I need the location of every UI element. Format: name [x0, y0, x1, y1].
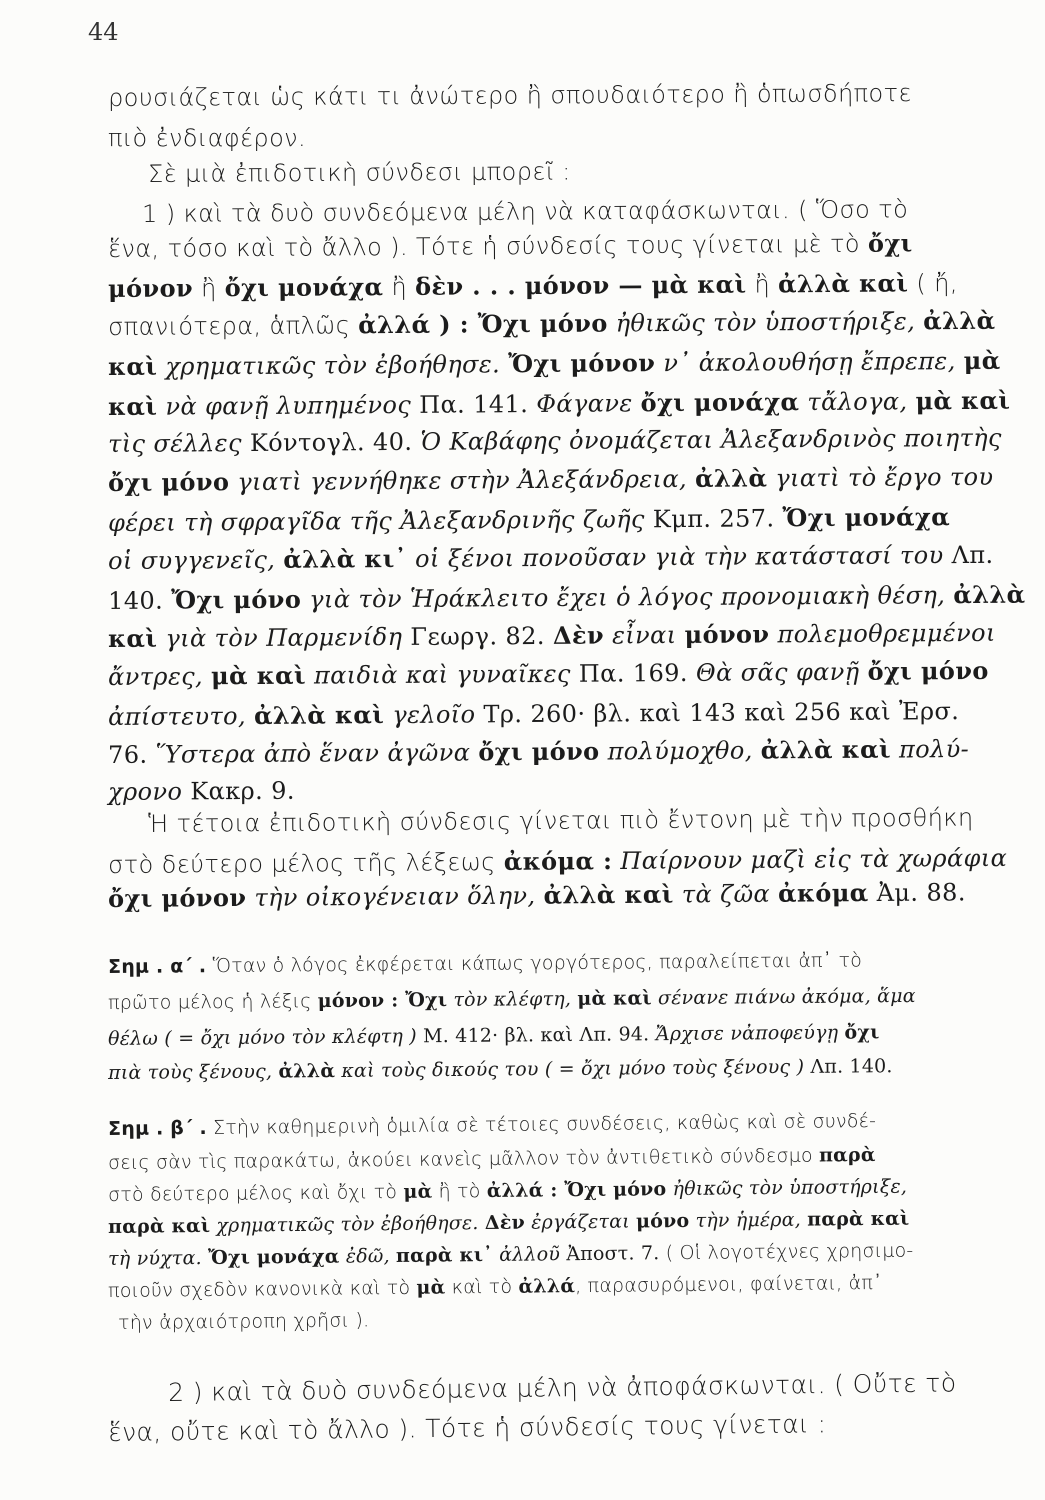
text-run: Ἡ τέτοια ἐπιδοτικὴ σύνδεσις γίνεται πιὸ ἔντονη μὲ τὴν προσθήκη [148, 803, 974, 838]
bold-term: καὶ [108, 351, 158, 381]
bold-term: ἀλλὰ κι᾽ [283, 543, 408, 574]
text-line [108, 734, 969, 769]
text-line [108, 656, 989, 691]
source-ref: Λπ. [951, 540, 994, 570]
text-line [108, 502, 950, 537]
text-line [142, 195, 908, 228]
example-text: γιατὶ τὸ ἔργο του [767, 462, 994, 493]
bold-term: μὰ [963, 345, 1001, 376]
text-run: ἢ [192, 274, 225, 303]
example-text: θέλω ( = ὄχι μόνο τὸν κλέφτη ) [108, 1025, 424, 1050]
text-run: τὴν ἀρχαιότροπη χρῆσι ). [118, 1309, 370, 1334]
bold-term: ἀλλὰ καὶ [760, 734, 892, 765]
example-text: τὸν κλέφτη, [447, 987, 578, 1012]
source-ref: 140. [108, 586, 172, 615]
source-ref: Τρ. 260· βλ. καὶ 143 καὶ 256 καὶ Ἐρσ. [483, 697, 960, 729]
example-text: εἶναι [603, 620, 685, 650]
example-text: χρονο [108, 777, 191, 806]
note-line [108, 1240, 914, 1270]
source-ref: 76. [108, 740, 156, 769]
bold-term: Δὲν [552, 620, 605, 650]
bold-term: ὄχι μόνο [867, 655, 989, 686]
text-run: ἕνα, τόσο καὶ τὸ ἄλλο ). Τότε ἡ σύνδεσίς τους γίνεται μὲ τὸ [108, 229, 869, 263]
note-line [108, 1176, 907, 1206]
example-text: γελοῖο [384, 700, 484, 730]
page-number: 44 [88, 18, 119, 46]
source-ref: Ἀμ. 88. [868, 878, 966, 908]
note-line [118, 1309, 369, 1334]
example-text: τἄλογα, [799, 387, 916, 417]
source-ref: Κμπ. 257. [652, 504, 775, 534]
source-ref: Πα. 141. [419, 390, 529, 419]
bold-term: ἀλλὰ [278, 1060, 336, 1083]
bold-term: μόνο [635, 1209, 690, 1233]
bold-term: ὄχι [844, 1021, 880, 1044]
text-line [108, 696, 959, 731]
example-text: ἄντρες, [108, 662, 212, 691]
bold-term: ἀλλὰ καὶ [543, 879, 674, 910]
bold-term: μὰ καὶ [577, 987, 652, 1010]
example-text: Ἄρχισε [655, 1022, 725, 1046]
example-text: τὴν ἡμέρα, [689, 1208, 808, 1232]
text-line [108, 268, 958, 303]
bold-term: ἀλλά [518, 1275, 576, 1298]
note-line [108, 985, 916, 1014]
text-line [108, 777, 295, 806]
source-ref: Ἀποστ. 7. [566, 1242, 660, 1266]
text-run: στὸ δεύτερο μέλος τῆς λέξεως [108, 847, 504, 879]
bold-term: Ὄχι μόνον [508, 348, 656, 379]
text-line [148, 804, 974, 838]
example-text: Θὰ σᾶς φανῇ [687, 657, 868, 687]
example-text: Ὕστερα ἀπὸ ἕναν ἀγῶνα [155, 738, 479, 769]
example-text: οἱ ξένοι πονοῦσαν γιὰ τὴν κατάστασί του [406, 541, 952, 573]
text-line [108, 228, 913, 263]
text-run: στὸ δεύτερο μέλος καὶ ὄχι τὸ [108, 1180, 404, 1206]
note-line [108, 1055, 893, 1084]
bold-term: Δὲν [484, 1211, 526, 1235]
text-line [108, 306, 996, 341]
text-run: 1 ) καὶ τὰ δυὸ συνδεόμενα μέλη νὰ καταφάσκωνται. ( Ὅσο τὸ [142, 195, 909, 228]
example-text: γιατὶ γεννήθηκε στὴν Ἀλεξάνδρεια, [229, 464, 696, 497]
example-text: ἠθικῶς τὸν ὑποστήριξε, [666, 1175, 908, 1201]
text-line [148, 157, 571, 188]
note-line [108, 1208, 909, 1238]
bold-term: ὄχι μονάχα [640, 387, 800, 418]
bold-term: ἀκόμα [777, 878, 869, 908]
example-text: ἀλλοῦ [492, 1243, 567, 1266]
bold-term: μὰ [403, 1180, 433, 1203]
bold-term: μὰ καὶ [210, 660, 307, 691]
bold-term: ὄχι μόνον [108, 882, 247, 913]
example-text: ἀπίστευτο, [108, 701, 255, 731]
text-run: ἢ τὸ [432, 1180, 487, 1203]
note-line [108, 1144, 876, 1174]
example-text: παιδιὰ καὶ γυναῖκες [305, 659, 579, 690]
text-line [108, 424, 1002, 458]
bold-term: ὄχι [867, 228, 913, 258]
text-run: πιὸ ἐνδιαφέρον. [108, 124, 306, 152]
note-label: Σημ . α΄ . [108, 955, 207, 978]
bold-term: Ὄχι μονάχα [782, 502, 951, 533]
example-text: σένανε πιάνω ἀκόμα, ἅμα [651, 984, 916, 1010]
bold-term: μόνον [684, 619, 770, 649]
bold-term: μὰ καὶ [915, 385, 1011, 416]
example-text: νὰ φανῇ λυπημένος [157, 390, 420, 421]
example-text: πιὰ τοὺς ξένους, [108, 1060, 279, 1084]
note-line [108, 1021, 880, 1050]
text-run: ποιοῦν σχεδὸν κανονικὰ καὶ τὸ [108, 1276, 417, 1302]
text-run: 2 ) καὶ τὰ δυὸ συνδεόμενα μέλη νὰ ἀποφάσκωνται. ( Οὔτε τὸ [168, 1368, 957, 1407]
bold-term: καὶ [108, 391, 158, 421]
source-ref: Μ. 412· βλ. καὶ Λπ. 94. [423, 1023, 650, 1048]
bold-term: ἀλλὰ καὶ [253, 700, 385, 730]
bold-term: Ὄχι μονάχα [207, 1245, 340, 1269]
bold-term: Ὄχι μόνο [171, 584, 302, 615]
text-line [108, 618, 996, 653]
bold-term: παρὰ καὶ [108, 1214, 211, 1238]
bold-term: ἀλλὰ [953, 579, 1026, 610]
note-line [108, 1272, 883, 1302]
bold-term: ἀλλὰ [923, 305, 996, 336]
example-text: ν᾽ ἀκολουθήσῃ ἔπρεπε, [655, 347, 964, 378]
example-text: ἐργάζεται [524, 1210, 637, 1234]
example-text: νἀποφεύγῃ [723, 1021, 845, 1045]
source-ref: Πα. 169. [578, 658, 689, 688]
bold-term: μόνον [108, 273, 194, 303]
bold-term: ὄχι μόνο [478, 736, 600, 767]
text-run: πρῶτο μέλος ἡ λέξις [108, 990, 318, 1014]
bold-term: ἀλλά : Ὄχι μόνο [486, 1178, 667, 1203]
example-text: πολύμοχθο, [599, 736, 761, 766]
bold-term: ἀλλά ) : Ὄχι μόνο [358, 308, 608, 340]
text-run: ἢ [746, 270, 779, 299]
source-ref: Γεωργ. 82. [410, 621, 545, 651]
text-run: ἢ [383, 272, 416, 302]
text-run: Σὲ μιὰ ἐπιδοτικὴ σύνδεσι μπορεῖ : [148, 157, 571, 188]
text-run: Στὴν καθημερινὴ ὁμιλία σὲ τέτοιες συνδέσεις, καθὼς καὶ σὲ συνδέ- [206, 1109, 877, 1139]
text-run: ( Οἱ λογοτέχνες χρησιμο- [659, 1239, 914, 1265]
bold-term: μὰ [416, 1276, 446, 1299]
source-ref: Κακρ. 9. [190, 776, 295, 806]
bold-term: παρὰ κι᾽ [395, 1243, 494, 1267]
example-text: τὶς σέλλες [108, 429, 250, 458]
bold-term: παρὰ [818, 1143, 876, 1167]
text-line [108, 580, 1026, 615]
text-line [108, 540, 994, 575]
example-text: οἱ συγγενεῖς, [108, 545, 284, 575]
example-text: πολεμοθρεμμένοι [769, 618, 996, 649]
note-line [108, 949, 862, 978]
example-text: ἠθικῶς τὸν ὑποστήριξε, [607, 307, 924, 338]
text-run: ( ἤ, [908, 269, 958, 298]
bold-term: παρὰ καὶ [807, 1207, 910, 1231]
text-run: Ὅταν ὁ λόγος ἐκφέρεται κάπως γοργότερος, παραλείπεται ἀπ᾽ τὸ [206, 949, 863, 978]
example-text: τὰ ζῶα [673, 879, 779, 909]
bold-term: ὄχι μόνο [108, 467, 230, 497]
text-line [108, 124, 306, 152]
example-text: γιὰ τὸν Παρμενίδη [157, 622, 411, 653]
text-run: , παρασυρόμενοι, φαίνεται, ἀπ᾽ [575, 1271, 883, 1298]
note-line [108, 1110, 876, 1140]
text-run: ρουσιάζεται ὡς κάτι τι ἀνώτερο ἢ σπουδαιότερο ἢ ὁπωσδήποτε [108, 79, 912, 112]
text-run [545, 622, 553, 650]
text-line [108, 346, 1001, 381]
text-line [168, 1368, 957, 1407]
example-text: πολύ- [890, 734, 970, 764]
text-line [108, 462, 994, 497]
note-label: Σημ . β΄ . [108, 1116, 207, 1140]
bold-term: μόνον : Ὄχι [317, 989, 448, 1013]
text-run: σεις σὰν τὶς παρακάτω, ἀκούει κανεὶς μᾶλλον τὸν ἀντιθετικὸ σύνδεσμο [108, 1144, 820, 1174]
text-line [108, 386, 1010, 421]
example-text: χρηματικῶς τὸν ἐβοήθησε. [210, 1212, 485, 1237]
example-text: καὶ τοὺς δικούς του ( = ὄχι μόνο τοὺς ξένους ) [334, 1055, 811, 1083]
text-run: ἕνα, οὔτε καὶ τὸ ἄλλο ). Τότε ἡ σύνδεσίς τους γίνεται : [108, 1409, 827, 1447]
example-text: ἐδῶ, [339, 1244, 397, 1268]
text-run: σπανιότερα, ἁπλῶς [108, 311, 359, 341]
text-line [108, 1409, 826, 1447]
example-text: Ὁ Καβάφης ὀνομάζεται Ἀλεξανδρινὸς ποιητὴς [412, 423, 1002, 456]
bold-term: ἀλλὰ [694, 463, 768, 493]
example-text: γιὰ τὸν Ἡράκλειτο ἔχει ὁ λόγος προνομιακὴ θέση, [301, 581, 954, 614]
example-text: Φάγανε [528, 389, 641, 419]
bold-term: καὶ [108, 623, 158, 653]
bold-term: ἀλλὰ καὶ [778, 268, 909, 299]
example-text: τὴ νύχτα. [108, 1246, 209, 1270]
example-text: Παίρνουν μαζὶ εἰς τὰ χωράφια [612, 843, 1008, 876]
text-line [108, 843, 1007, 879]
text-run: καὶ τὸ [445, 1275, 519, 1299]
example-text: χρηματικῶς τὸν ἐβοήθησε. [157, 350, 509, 381]
source-ref: Λπ. 140. [810, 1055, 893, 1078]
example-text: τὴν οἰκογένειαν ὅλην, [246, 881, 544, 912]
source-ref: Κόντογλ. 40. [249, 427, 413, 458]
bold-term: ἀκόμα : [503, 846, 613, 876]
example-text: φέρει τὴ σφραγῖδα τῆς Ἀλεξανδρινῆς ζωῆς [108, 505, 653, 537]
text-line [108, 877, 966, 913]
text-line [108, 79, 912, 112]
bold-term: δὲν . . . μόνον — μὰ καὶ [414, 269, 747, 301]
bold-term: ὄχι μονάχα [224, 272, 384, 303]
